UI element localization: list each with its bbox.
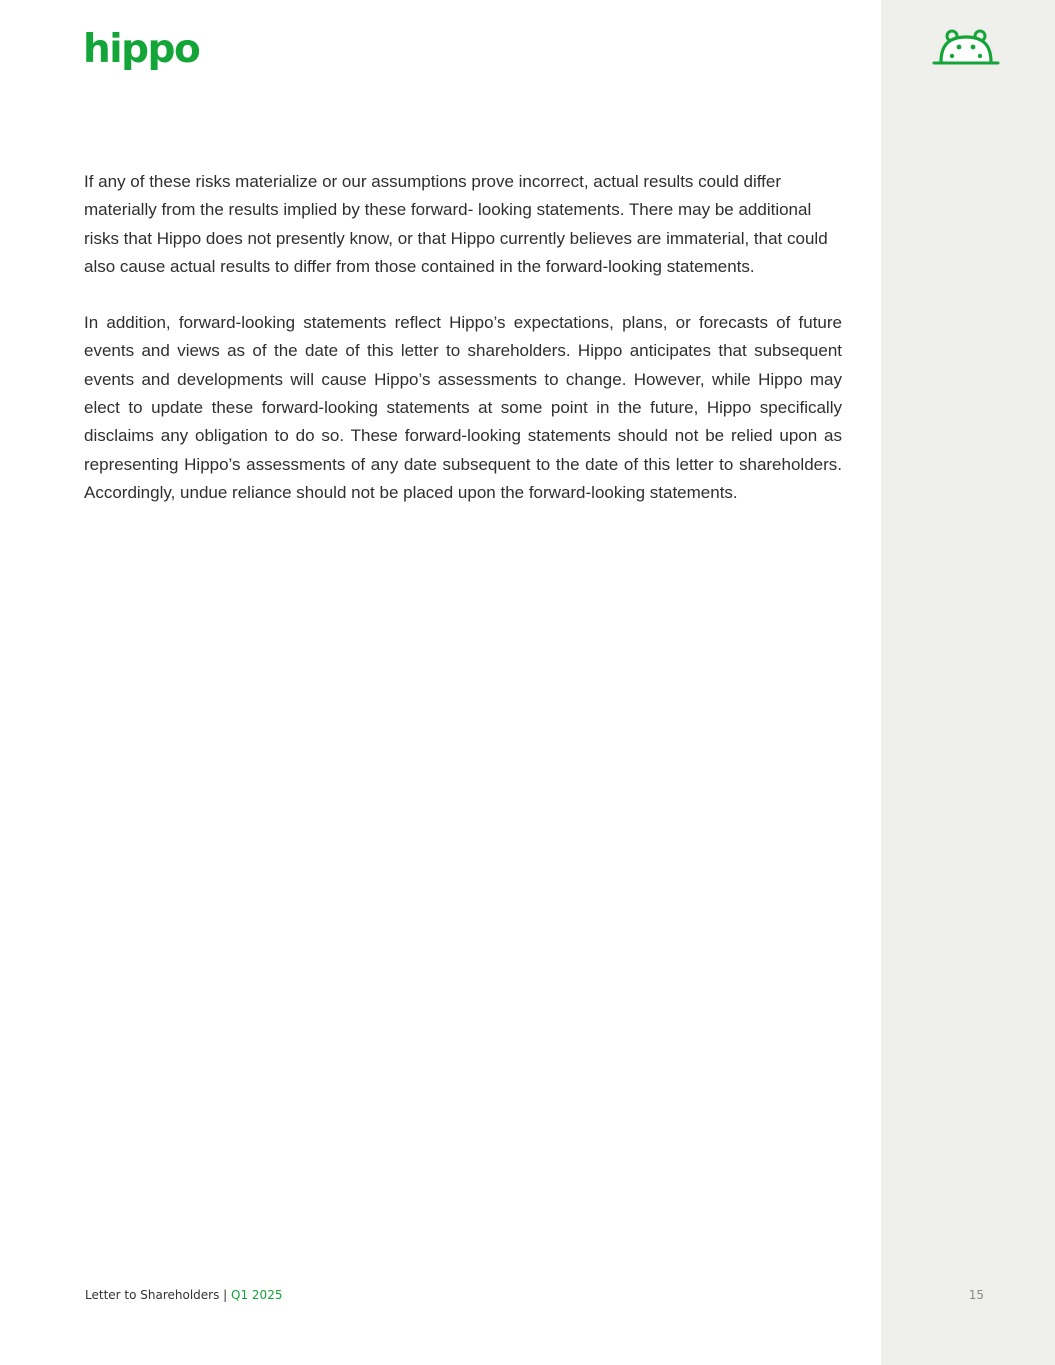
footer-document-title: Letter to Shareholders (85, 1288, 220, 1302)
page-number: 15 (968, 1288, 984, 1302)
paragraph-forward-looking: In addition, forward-looking statements reflect Hippo’s expectations, plans, or forecasts of future events and views as of the date of this letter to shareholders. Hippo anticipates that subsequent events and developments will cause Hippo’s assessments to change. However, while Hippo may elect to update these forward-looking statements at some point in the future, Hippo specifically disclaims any obligation to do so. These forward-looking statements should not be relied upon as representing Hippo’s assessments of any date subsequent to the date of this letter to shareholders. Accordingly, undue reliance should not be placed upon the forward-looking statements. (84, 313, 842, 502)
hippo-logo: hippo (83, 27, 200, 72)
right-sidebar-panel (881, 0, 1055, 1365)
footer-title (85, 1286, 282, 1304)
footer-separator: | (219, 1288, 232, 1302)
paragraph-risks: If any of these risks materialize or our assumptions prove incorrect, actual results could differ materially from the results implied by these forward- looking statements. There may be additional risks that Hippo does not presently know, or that Hippo currently believes are immaterial, that could also cause actual results to differ from those contained in the forward-looking statements. (84, 172, 828, 276)
hippo-face-icon (932, 28, 1000, 68)
disclaimer-body (84, 168, 842, 507)
footer-quarter: Q1 2025 (231, 1288, 283, 1302)
